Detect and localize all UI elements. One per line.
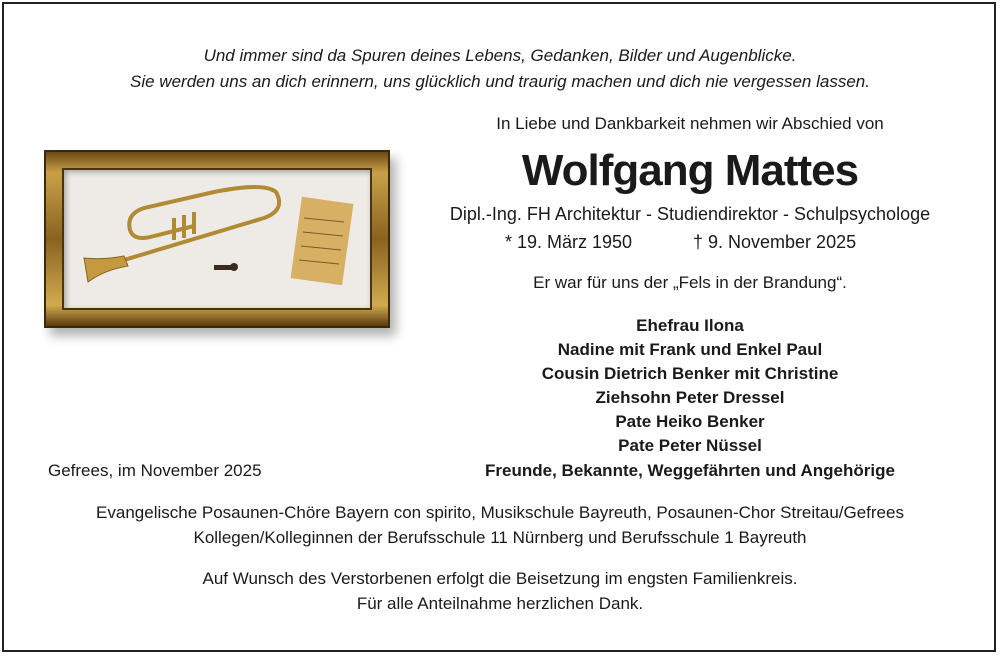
quote-line-2: Sie werden uns an dich erinnern, uns glücklich und traurig machen und dich nie vergessen lassen. bbox=[130, 72, 870, 91]
place-date: Gefrees, im November 2025 bbox=[48, 461, 262, 480]
mourner: Freunde, Bekannte, Weggefährten und Angehörige bbox=[485, 461, 895, 480]
motto: Er war für uns der „Fels in der Brandung“. bbox=[533, 273, 847, 292]
closing-line-1: Auf Wunsch des Verstorbenen erfolgt die Beisetzung im engsten Familienkreis. bbox=[202, 569, 798, 588]
groups-line-1: Evangelische Posaunen-Chöre Bayern con spirito, Musikschule Bayreuth, Posaunen-Chor Streitau/Gefrees bbox=[96, 503, 904, 522]
birth-date: * 19. März 1950 bbox=[505, 232, 633, 252]
trumpet-image bbox=[64, 170, 372, 310]
mourner: Cousin Dietrich Benker mit Christine bbox=[541, 364, 839, 383]
mourner: Pate Heiko Benker bbox=[615, 412, 765, 431]
mourner: Ziehsohn Peter Dressel bbox=[595, 388, 785, 407]
mourner: Nadine mit Frank und Enkel Paul bbox=[557, 340, 823, 359]
groups-line-2: Kollegen/Kolleginnen der Berufsschule 11 Nürnberg und Berufsschule 1 Bayreuth bbox=[193, 528, 807, 547]
profession: Dipl.-Ing. FH Architektur - Studiendirektor - Schulpsychologe bbox=[449, 204, 931, 224]
intro-text: In Liebe und Dankbarkeit nehmen wir Abschied von bbox=[496, 114, 884, 133]
deceased-name: Wolfgang Mattes bbox=[521, 146, 859, 195]
quote-line-1: Und immer sind da Spuren deines Lebens, Gedanken, Bilder und Augenblicke. bbox=[203, 46, 797, 65]
closing-line-2: Für alle Anteilnahme herzlichen Dank. bbox=[356, 594, 644, 613]
mourner: Pate Peter Nüssel bbox=[618, 436, 762, 455]
death-date: † 9. November 2025 bbox=[693, 232, 857, 252]
mourner: Ehefrau Ilona bbox=[636, 316, 744, 335]
framed-trumpet-photo bbox=[44, 150, 390, 328]
